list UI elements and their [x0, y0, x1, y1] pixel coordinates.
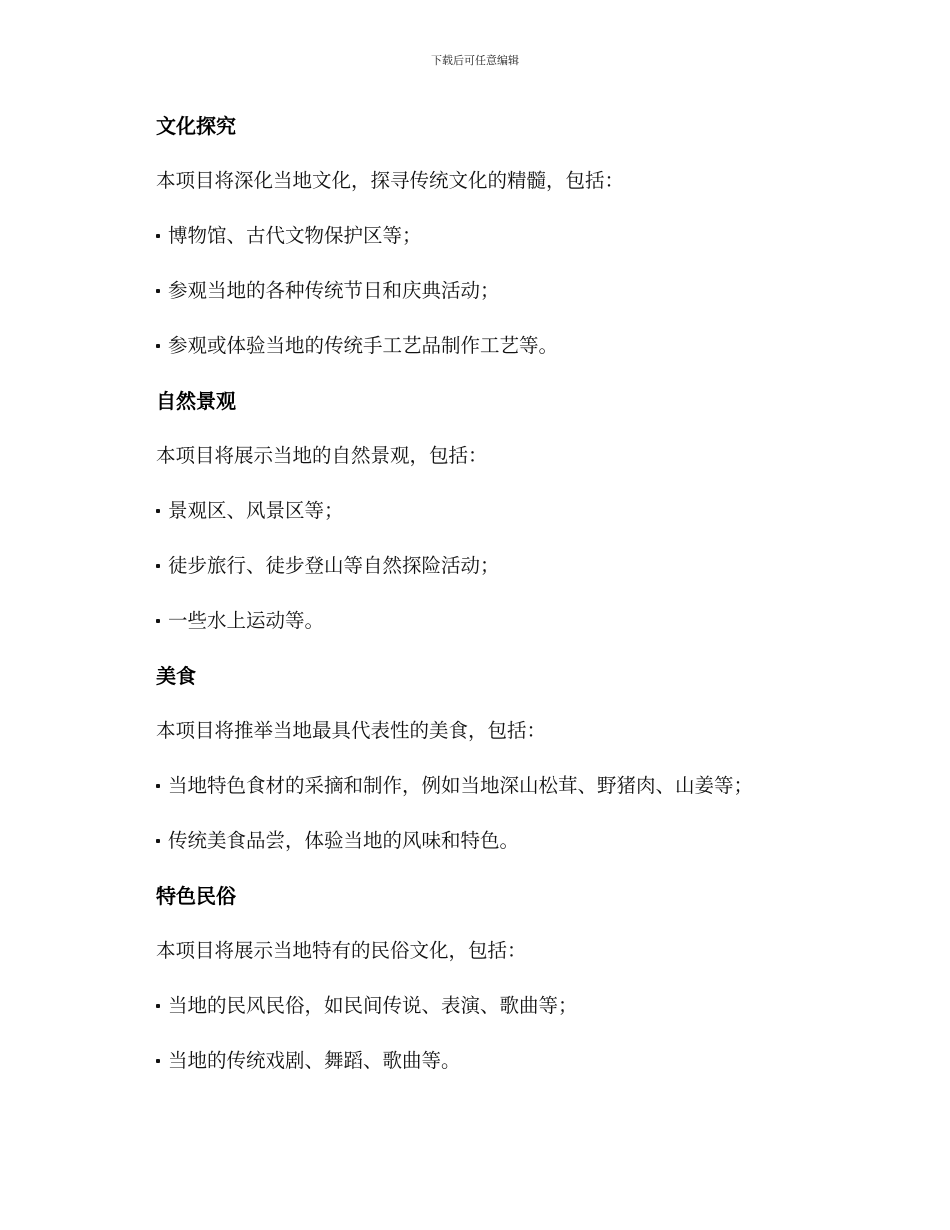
section-intro: 本项目将展示当地的自然景观，包括：: [156, 444, 488, 467]
list-item: [156, 331, 856, 361]
list-item: [156, 991, 856, 1021]
section-food: [156, 661, 856, 856]
list-item: [156, 221, 856, 251]
list-item-text: 一些水上运动等。: [168, 609, 325, 632]
section-title: 文化探究: [156, 114, 236, 138]
bullet-icon: [156, 234, 160, 238]
bullet-icon: [156, 509, 160, 513]
bullet-icon: [156, 619, 160, 623]
section-intro: 本项目将深化当地文化，探寻传统文化的精髓，包括：: [156, 169, 625, 192]
list-item: [156, 826, 856, 856]
bullet-icon: [156, 784, 160, 788]
bullet-icon: [156, 289, 160, 293]
section-intro: 本项目将展示当地特有的民俗文化，包括：: [156, 939, 527, 962]
list-item-text: 当地特色食材的采摘和制作，例如当地深山松茸、野猪肉、山姜等；: [168, 774, 754, 797]
section-intro: 本项目将推举当地最具代表性的美食，包括：: [156, 719, 547, 742]
page-header: 下载后可任意编辑: [431, 54, 519, 67]
list-item-text: 当地的民风民俗，如民间传说、表演、歌曲等；: [168, 994, 578, 1017]
list-item: [156, 771, 856, 801]
bullet-icon: [156, 839, 160, 843]
list-item: [156, 276, 856, 306]
list-item: [156, 496, 856, 526]
section-folk-customs: [156, 881, 856, 1076]
list-item: [156, 551, 856, 581]
list-item-text: 徒步旅行、徒步登山等自然探险活动；: [168, 554, 500, 577]
list-item-text: 传统美食品尝，体验当地的风味和特色。: [168, 829, 520, 852]
list-item-text: 参观当地的各种传统节日和庆典活动；: [168, 279, 500, 302]
section-nature: [156, 386, 856, 636]
bullet-icon: [156, 564, 160, 568]
list-item-text: 景观区、风景区等；: [168, 499, 344, 522]
section-title: 自然景观: [156, 389, 236, 413]
list-item: [156, 606, 856, 636]
section-culture: [156, 111, 856, 361]
list-item-text: 当地的传统戏剧、舞蹈、歌曲等。: [168, 1049, 461, 1072]
section-title: 美食: [156, 664, 196, 688]
list-item: [156, 1046, 856, 1076]
bullet-icon: [156, 1004, 160, 1008]
document-body: [156, 111, 856, 1101]
bullet-icon: [156, 1059, 160, 1063]
list-item-text: 博物馆、古代文物保护区等；: [168, 224, 422, 247]
section-title: 特色民俗: [156, 884, 236, 908]
list-item-text: 参观或体验当地的传统手工艺品制作工艺等。: [168, 334, 559, 357]
bullet-icon: [156, 344, 160, 348]
